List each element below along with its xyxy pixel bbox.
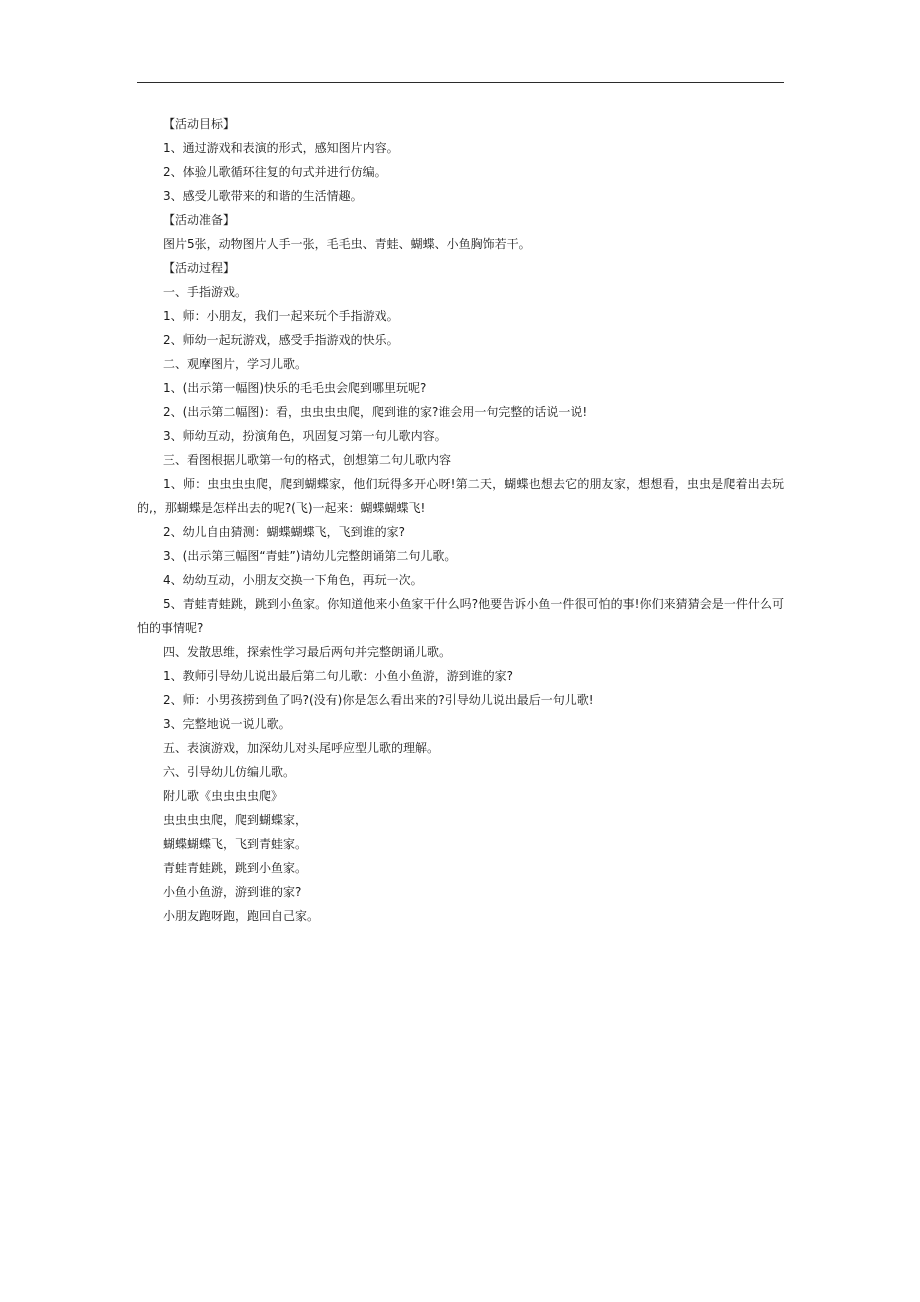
heading-process: 【活动过程】 xyxy=(163,261,236,275)
section-step: 3、完整地说一说儿歌。 xyxy=(163,717,291,731)
section-step: 1、教师引导幼儿说出最后第二句儿歌：小鱼小鱼游，游到谁的家? xyxy=(163,669,514,683)
section-step: 1、师：小朋友，我们一起来玩个手指游戏。 xyxy=(163,309,399,323)
section-title: 五、表演游戏，加深幼儿对头尾呼应型儿歌的理解。 xyxy=(163,741,440,755)
poem-line: 蝴蝶蝴蝶飞，飞到青蛙家。 xyxy=(163,837,308,851)
goal-item: 2、体验儿歌循环往复的句式并进行仿编。 xyxy=(163,165,387,179)
section-title: 一、手指游戏。 xyxy=(163,285,248,299)
poem-line: 虫虫虫虫爬，爬到蝴蝶家， xyxy=(163,813,308,827)
heading-preparation: 【活动准备】 xyxy=(163,213,236,227)
poem-title: 附儿歌《虫虫虫虫爬》 xyxy=(163,789,284,803)
poem-line: 小朋友跑呀跑，跑回自己家。 xyxy=(163,909,320,923)
heading-goals: 【活动目标】 xyxy=(163,117,236,131)
section-title: 二、观摩图片，学习儿歌。 xyxy=(163,357,308,371)
poem-line: 青蛙青蛙跳，跳到小鱼家。 xyxy=(163,861,308,875)
header-rule xyxy=(137,82,784,83)
document-body xyxy=(137,112,784,928)
section-step: 1、师：虫虫虫虫爬，爬到蝴蝶家，他们玩得多开心呀!第二天，蝴蝶也想去它的朋友家，想想看，虫虫是爬着出去玩的,，那蝴蝶是怎样出去的呢?(飞)一起来：蝴蝶蝴蝶飞! xyxy=(137,477,784,515)
section-step: 1、(出示第一幅图)快乐的毛毛虫会爬到哪里玩呢? xyxy=(163,381,427,395)
section-step: 4、幼幼互动，小朋友交换一下角色，再玩一次。 xyxy=(163,573,423,587)
section-title: 三、看图根据儿歌第一句的格式，创想第二句儿歌内容 xyxy=(163,453,452,467)
preparation-text: 图片5张，动物图片人手一张，毛毛虫、青蛙、蝴蝶、小鱼胸饰若干。 xyxy=(163,237,531,251)
section-step: 2、师：小男孩捞到鱼了吗?(没有)你是怎么看出来的?引导幼儿说出最后一句儿歌! xyxy=(163,693,594,707)
section-step: 2、(出示第二幅图)：看，虫虫虫虫爬，爬到谁的家?谁会用一句完整的话说一说! xyxy=(163,405,588,419)
section-step: 2、师幼一起玩游戏，感受手指游戏的快乐。 xyxy=(163,333,399,347)
section-step: 2、幼儿自由猜测：蝴蝶蝴蝶飞，飞到谁的家? xyxy=(163,525,406,539)
goal-item: 3、感受儿歌带来的和谐的生活情趣。 xyxy=(163,189,363,203)
section-step: 5、青蛙青蛙跳，跳到小鱼家。你知道他来小鱼家干什么吗?他要告诉小鱼一件很可怕的事!你们来猜猜会是一件什么可怕的事情呢? xyxy=(137,597,784,635)
section-step: 3、师幼互动，扮演角色，巩固复习第一句儿歌内容。 xyxy=(163,429,447,443)
section-title: 四、发散思维，探索性学习最后两句并完整朗诵儿歌。 xyxy=(163,645,452,659)
section-step: 3、(出示第三幅图“青蛙”)请幼儿完整朗诵第二句儿歌。 xyxy=(163,549,457,563)
section-title: 六、引导幼儿仿编儿歌。 xyxy=(163,765,296,779)
poem-line: 小鱼小鱼游，游到谁的家? xyxy=(163,885,302,899)
goal-item: 1、通过游戏和表演的形式，感知图片内容。 xyxy=(163,141,399,155)
